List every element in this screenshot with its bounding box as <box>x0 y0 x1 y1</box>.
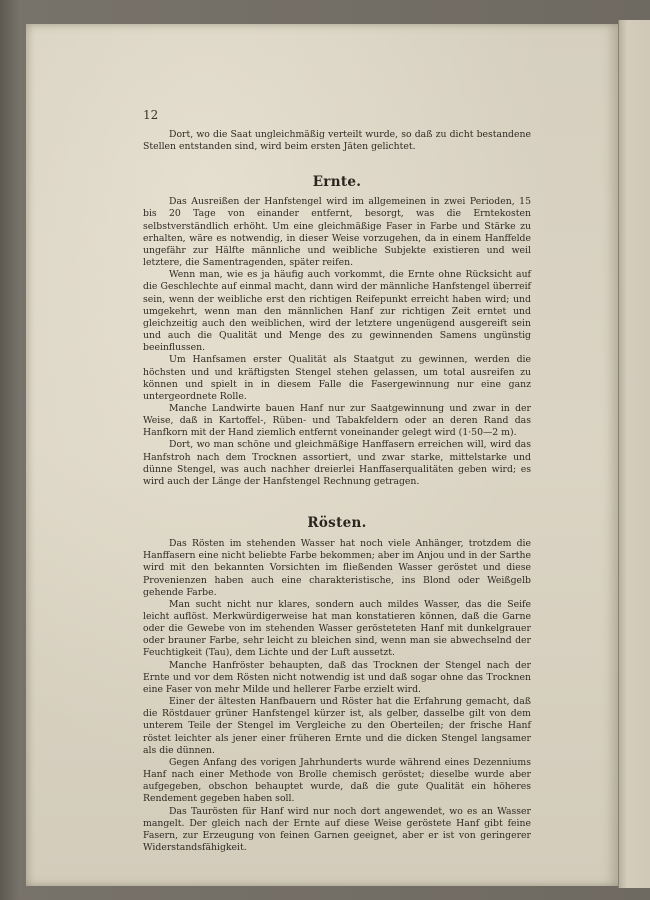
section-heading-roesten: Rösten. <box>307 515 367 532</box>
page-number: 12 <box>143 108 159 122</box>
roesten-paragraph-1: Das Rösten im stehenden Wasser hat noch viele Anhänger, trotzdem die Hanffasern eine nicht beliebte Farbe bekommen; aber im Anjou und in der Sarthe wird mit den bekannten Vorsichten im fließenden Wasser geröstet und diese Provenienzen haben auch eine charakteristische, ins Blond oder Weißgelb gehende Farbe. <box>143 538 531 598</box>
roesten-paragraph-6: Das Taurösten für Hanf wird nur noch dort angewendet, wo es an Wasser mangelt. Der gleich nach der Ernte auf diese Weise geröstete Hanf gibt feine Fasern, zur Erzeugung von feinen Garnen geeignet, aber er ist von geringerer Widerstandsfähigkeit. <box>143 805 531 853</box>
ernte-paragraph-5: Dort, wo man schöne und gleichmäßige Hanffasern erreichen will, wird das Hanfstroh nach dem Trocknen assortiert, und zwar starke, mittelstarke und dünne Stengel, was auch nachher dreierlei Hanffaserqualitäten geben wird; es wird auch der Länge der Hanfstengel Rechnung getragen. <box>143 439 531 487</box>
roesten-paragraph-3: Manche Hanfröster behaupten, daß das Trocknen der Stengel nach der Ernte und vor dem Rösten nicht notwendig ist und daß sogar ohne das Trocknen eine Faser von mehr Milde und hellerer Farbe erzielt wird. <box>143 659 531 695</box>
ernte-paragraph-4: Manche Landwirte bauen Hanf nur zur Saatgewinnung und zwar in der Weise, daß in Kartoffel-, Rüben- und Tabakfeldern oder an deren Rand das Hanfkorn mit der Hand ziemlich entfernt voneinander gelegt wird (1·50—2 m). <box>143 402 531 439</box>
ernte-paragraph-1: Das Ausreißen der Hanfstengel wird im allgemeinen in zwei Perioden, 15 bis 20 Tage von einander entfernt, besorgt, was die Erntekosten selbstverständlich erhöht. Um eine gleichmäßige Faser in Farbe und Stärke zu erhalten, wäre es notwendig, in dieser Weise vorzugehen, da in einem Hanffelde ungefähr zur Hälfte männliche und weibliche Subjekte existieren und weil letztere, die Samentragenden, später reifen. <box>143 196 531 269</box>
roesten-paragraph-5: Gegen Anfang des vorigen Jahrhunderts wurde während eines Dezenniums Hanf nach einer Methode von Brolle chemisch geröstet; dieselbe wurde aber aufgegeben, obschon behauptet wurde, daß die gute Qualität ein höheres Rendement gegeben haben soll. <box>143 756 531 805</box>
roesten-paragraph-4: Einer der ältesten Hanfbauern und Röster hat die Erfahrung gemacht, daß die Röstdauer grüner Hanfstengel kürzer ist, als gelber, dasselbe gilt von dem unterem Teile der Stengel im Vergleiche zu den Oberteilen; der frische Hanf röstet leichter als jener einer früheren Ernte und die dicken Stengel langsamer als die dünnen. <box>143 696 531 756</box>
ernte-paragraph-2: Wenn man, wie es ja häufig auch vorkommt, die Ernte ohne Rücksicht auf die Geschlechte auf einmal macht, dann wird der männliche Hanfstengel überreif sein, wenn der weibliche erst den richtigen Reifepunkt erreicht haben wird; und umgekehrt, wenn man den männlichen Hanf zur richtigen Zeit erntet und gleichzeitig auch den weiblichen, wird der letztere ungenügend ausgereift sein und auch die Qualität und Menge des zu gewinnenden Samens ungünstig beeinflussen. <box>143 269 531 354</box>
page-body <box>143 129 531 854</box>
intro-paragraph: Dort, wo die Saat ungleichmäßig verteilt wurde, so daß zu dicht bestandene Stellen entstanden sind, wird beim ersten Jäten gelichtet. <box>143 129 531 153</box>
ernte-paragraph-3: Um Hanfsamen erster Qualität als Staatgut zu gewinnen, werden die höchsten und und kräftigsten Stengel stehen gelassen, um total ausreifen zu können und spielt in in diesem Falle die Fasergewinnung nur eine ganz untergeordnete Rolle. <box>143 354 531 402</box>
facing-page-edge <box>618 20 650 888</box>
section-heading-ernte: Ernte. <box>312 174 362 191</box>
roesten-paragraph-2: Man sucht nicht nur klares, sondern auch mildes Wasser, das die Seife leicht auflöst. Merkwürdigerweise hat man konstatieren können, daß die Garne oder die Gewebe von im stehenden Wasser gerösteteten Hanf mit dunkelgrauer oder brauner Farbe, sehr leicht zu bleichen sind, wenn man sie abwechselnd der Feuchtigkeit (Tau), dem Lichte und der Luft aussetzt. <box>143 598 531 659</box>
